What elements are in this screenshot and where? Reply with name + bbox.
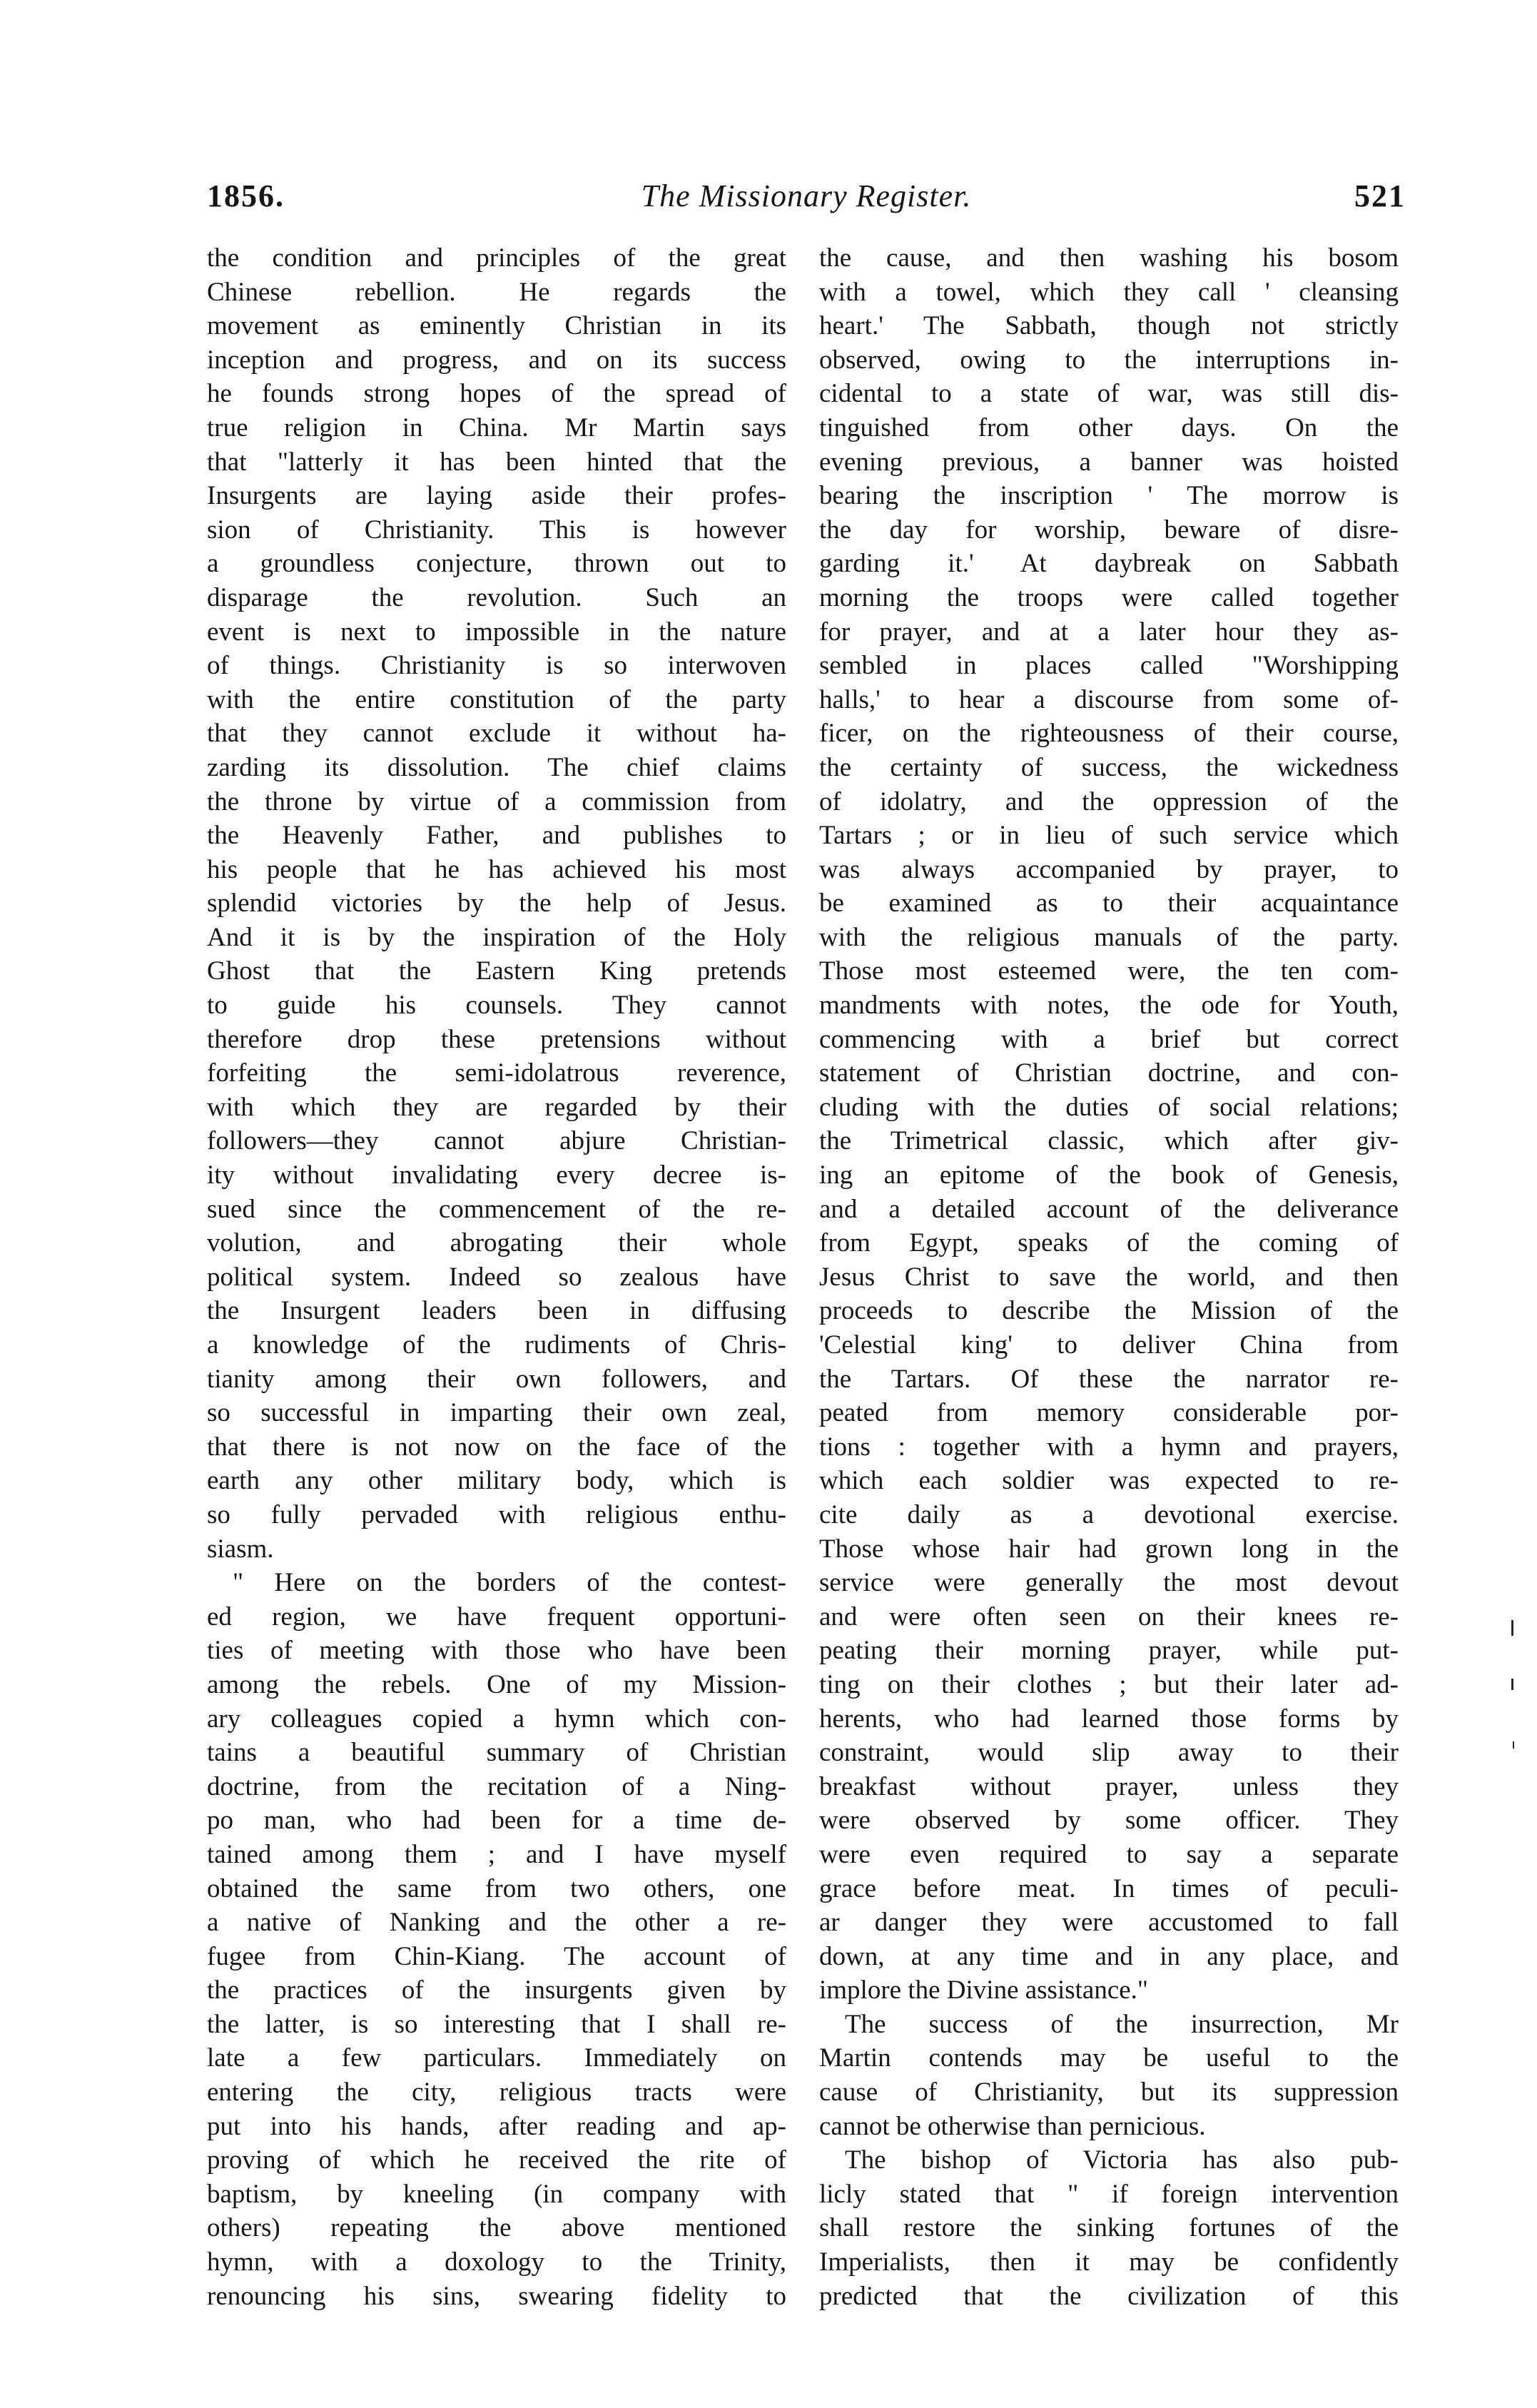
text-line: renouncing his sins, swearing fidelity to (207, 2281, 786, 2311)
text-line: of things. Christianity is so interwoven (207, 651, 786, 681)
text-line: Imperialists, then it may be confidently (819, 2247, 1399, 2277)
text-line: the Tartars. Of these the narrator re- (819, 1364, 1399, 1394)
page-number: 521 (1354, 178, 1406, 213)
text-line: be examined as to their acquaintance (819, 889, 1399, 919)
text-line: Martin contends may be useful to the (819, 2043, 1399, 2073)
text-line: sued since the commencement of the re- (207, 1194, 786, 1224)
text-line: shall restore the sinking fortunes of the (819, 2213, 1399, 2243)
text-line: cannot be otherwise than pernicious. (819, 2111, 1206, 2141)
text-line: cite daily as a devotional exercise. (819, 1499, 1399, 1529)
text-line: implore the Divine assistance." (819, 1976, 1149, 2005)
text-line: therefore drop these pretensions without (207, 1024, 786, 1054)
text-line: The success of the insurrection, Mr (845, 2009, 1399, 2039)
text-line: the day for worship, beware of disre- (819, 515, 1399, 545)
text-line: cluding with the duties of social relations; (819, 1092, 1399, 1122)
text-line: with a towel, which they call ' cleansing (819, 277, 1399, 307)
margin-mark (1513, 1741, 1514, 1749)
text-line: that "latterly it has been hinted that the (207, 447, 786, 477)
text-line: Ghost that the Eastern King pretends (207, 956, 786, 986)
text-line: he founds strong hopes of the spread of (207, 379, 786, 409)
text-line: from Egypt, speaks of the coming of (819, 1228, 1399, 1258)
text-line: heart.' The Sabbath, though not strictly (819, 311, 1399, 341)
text-line: obtained the same from two others, one (207, 1873, 786, 1903)
text-line: constraint, would slip away to their (819, 1738, 1399, 1768)
text-line: the throne by virtue of a commission from (207, 786, 786, 816)
text-line: And it is by the inspiration of the Holy (207, 922, 786, 952)
text-line: Tartars ; or in lieu of such service which (819, 821, 1399, 851)
text-line: grace before meat. In times of peculi- (819, 1873, 1399, 1903)
text-line: fugee from Chin-Kiang. The account of (207, 1941, 786, 1971)
text-line: down, at any time and in any place, and (819, 1941, 1399, 1971)
text-line: sembled in places called "Worshipping (819, 651, 1399, 681)
text-line: commencing with a brief but correct (819, 1024, 1399, 1054)
text-line: tianity among their own followers, and (207, 1364, 786, 1394)
text-line: baptism, by kneeling (in company with (207, 2179, 786, 2209)
text-line: sion of Christianity. This is however (207, 515, 786, 545)
text-line: that there is not now on the face of the (207, 1432, 786, 1462)
text-line: service were generally the most devout (819, 1568, 1399, 1598)
text-line: the practices of the insurgents given by (207, 1976, 786, 2005)
text-line: ting on their clothes ; but their later ad- (819, 1669, 1399, 1699)
text-line: was always accompanied by prayer, to (819, 854, 1399, 884)
text-line: ficer, on the righteousness of their course, (819, 719, 1399, 749)
text-line: halls,' to hear a discourse from some of- (819, 684, 1399, 714)
text-line: so successful in imparting their own zeal, (207, 1398, 786, 1428)
text-line: garding it.' At daybreak on Sabbath (819, 549, 1399, 579)
text-line: the Insurgent leaders been in diffusing (207, 1296, 786, 1326)
text-line: po man, who had been for a time de- (207, 1806, 786, 1836)
text-line: the condition and principles of the great (207, 243, 786, 273)
text-line: entering the city, religious tracts were (207, 2078, 786, 2108)
text-line: Chinese rebellion. He regards the (207, 277, 786, 307)
text-line: late a few particulars. Immediately on (207, 2043, 786, 2073)
text-line: volution, and abrogating their whole (207, 1228, 786, 1258)
text-line: the Heavenly Father, and publishes to (207, 821, 786, 851)
text-line: the Trimetrical classic, which after giv- (819, 1126, 1399, 1156)
text-line: and a detailed account of the deliverance (819, 1194, 1399, 1224)
text-line: with the entire constitution of the party (207, 684, 786, 714)
text-line: predicted that the civilization of this (819, 2281, 1399, 2311)
text-line: event is next to impossible in the nature (207, 617, 786, 647)
text-line: so fully pervaded with religious enthu- (207, 1499, 786, 1529)
text-line: bearing the inscription ' The morrow is (819, 481, 1399, 511)
text-line: true religion in China. Mr Martin says (207, 413, 786, 442)
text-line: siasm. (207, 1534, 274, 1564)
text-line: hymn, with a doxology to the Trinity, (207, 2247, 786, 2277)
text-line: licly stated that " if foreign intervention (819, 2179, 1399, 2209)
text-line: forfeiting the semi-idolatrous reverence, (207, 1058, 786, 1088)
text-line: the certainty of success, the wickedness (819, 752, 1399, 782)
text-line: " Here on the borders of the contest- (233, 1568, 786, 1598)
text-line: The bishop of Victoria has also pub- (845, 2145, 1399, 2175)
text-line: with the religious manuals of the party. (819, 922, 1399, 952)
text-line: mandments with notes, the ode for Youth, (819, 991, 1399, 1021)
text-line: splendid victories by the help of Jesus. (207, 889, 786, 919)
text-line: observed, owing to the interruptions in- (819, 345, 1399, 375)
text-line: ity without invalidating every decree is- (207, 1160, 786, 1190)
text-line: a native of Nanking and the other a re- (207, 1908, 786, 1938)
text-line: inception and progress, and on its success (207, 345, 786, 375)
text-line: Those most esteemed were, the ten com- (819, 956, 1399, 986)
text-line: put into his hands, after reading and ap- (207, 2111, 786, 2141)
text-line: peated from memory considerable por- (819, 1398, 1399, 1428)
text-line: zarding its dissolution. The chief claims (207, 752, 786, 782)
text-line: proceeds to describe the Mission of the (819, 1296, 1399, 1326)
text-line: 'Celestial king' to deliver China from (819, 1330, 1399, 1360)
right-text-column (819, 241, 1399, 2313)
text-line: peating their morning prayer, while put- (819, 1636, 1399, 1666)
text-line: for prayer, and at a later hour they as- (819, 617, 1399, 647)
text-line: breakfast without prayer, unless they (819, 1771, 1399, 1801)
text-line: cause of Christianity, but its suppression (819, 2078, 1399, 2108)
text-line: statement of Christian doctrine, and con- (819, 1058, 1399, 1088)
header-year: 1856. (207, 178, 285, 213)
text-line: ar danger they were accustomed to fall (819, 1908, 1399, 1938)
journal-title: The Missionary Register. (641, 178, 972, 213)
text-line: others) repeating the above mentioned (207, 2213, 786, 2243)
text-line: which each soldier was expected to re- (819, 1466, 1399, 1496)
text-line: with which they are regarded by their (207, 1092, 786, 1122)
running-header (207, 175, 1406, 218)
left-text-column (207, 241, 786, 2313)
text-line: ary colleagues copied a hymn which con- (207, 1704, 786, 1734)
text-line: to guide his counsels. They cannot (207, 991, 786, 1021)
text-line: the latter, is so interesting that I shall re- (207, 2009, 786, 2039)
text-line: the cause, and then washing his bosom (819, 243, 1399, 273)
text-line: movement as eminently Christian in its (207, 311, 786, 341)
text-line: were observed by some officer. They (819, 1806, 1399, 1836)
text-line: of idolatry, and the oppression of the (819, 786, 1399, 816)
text-line: Insurgents are laying aside their profes- (207, 481, 786, 511)
text-line: his people that he has achieved his most (207, 854, 786, 884)
text-line: were even required to say a separate (819, 1839, 1399, 1869)
margin-mark (1511, 1620, 1513, 1636)
text-line: cidental to a state of war, was still dis- (819, 379, 1399, 409)
text-line: Jesus Christ to save the world, and then (819, 1262, 1399, 1292)
text-line: that they cannot exclude it without ha- (207, 719, 786, 749)
text-line: earth any other military body, which is (207, 1466, 786, 1496)
text-line: a groundless conjecture, thrown out to (207, 549, 786, 579)
text-line: and were often seen on their knees re- (819, 1602, 1399, 1632)
text-line: ed region, we have frequent opportuni- (207, 1602, 786, 1632)
text-line: evening previous, a banner was hoisted (819, 447, 1399, 477)
text-line: ties of meeting with those who have been (207, 1636, 786, 1666)
text-line: ing an epitome of the book of Genesis, (819, 1160, 1399, 1190)
text-line: tained among them ; and I have myself (207, 1839, 786, 1869)
text-line: tions : together with a hymn and prayers, (819, 1432, 1399, 1462)
text-line: followers—they cannot abjure Christian- (207, 1126, 786, 1156)
text-line: Those whose hair had grown long in the (819, 1534, 1399, 1564)
text-line: herents, who had learned those forms by (819, 1704, 1399, 1734)
text-line: political system. Indeed so zealous have (207, 1262, 786, 1292)
text-line: among the rebels. One of my Mission- (207, 1669, 786, 1699)
text-line: proving of which he received the rite of (207, 2145, 786, 2175)
text-line: doctrine, from the recitation of a Ning- (207, 1771, 786, 1801)
text-line: tains a beautiful summary of Christian (207, 1738, 786, 1768)
text-line: tinguished from other days. On the (819, 413, 1399, 442)
text-line: a knowledge of the rudiments of Chris- (207, 1330, 786, 1360)
margin-mark (1511, 1679, 1513, 1690)
text-line: morning the troops were called together (819, 582, 1399, 612)
text-line: disparage the revolution. Such an (207, 582, 786, 612)
